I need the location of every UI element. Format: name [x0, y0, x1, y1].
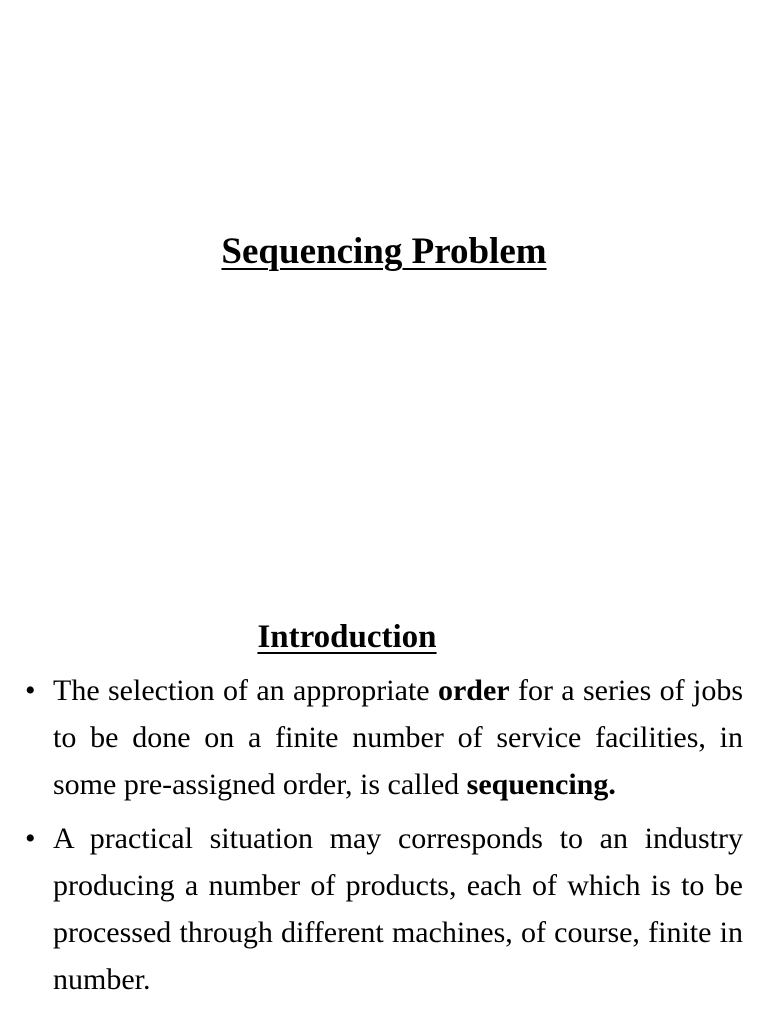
bullet-list	[0, 667, 768, 1003]
bullet-icon: •	[25, 674, 36, 707]
bullet-text-after: for a series of jobs to be done on a finite number of service facilities, in some pre-assigned order, is called	[53, 674, 744, 801]
bullet-bold-order: order	[437, 674, 510, 707]
bullet-bold-sequencing: sequencing.	[466, 768, 616, 801]
bullet-text-before: The selection of an appropriate	[53, 674, 438, 707]
section-heading-introduction: Introduction	[257, 619, 437, 655]
list-item	[0, 815, 768, 1003]
page-title: Sequencing Problem	[221, 231, 547, 272]
bullet-text: A practical situation may corresponds to an industry producing a number of products, each of which is to be processed through different machines, of course, finite in number.	[53, 822, 743, 996]
bullet-icon: •	[25, 822, 36, 855]
list-item	[0, 667, 768, 808]
